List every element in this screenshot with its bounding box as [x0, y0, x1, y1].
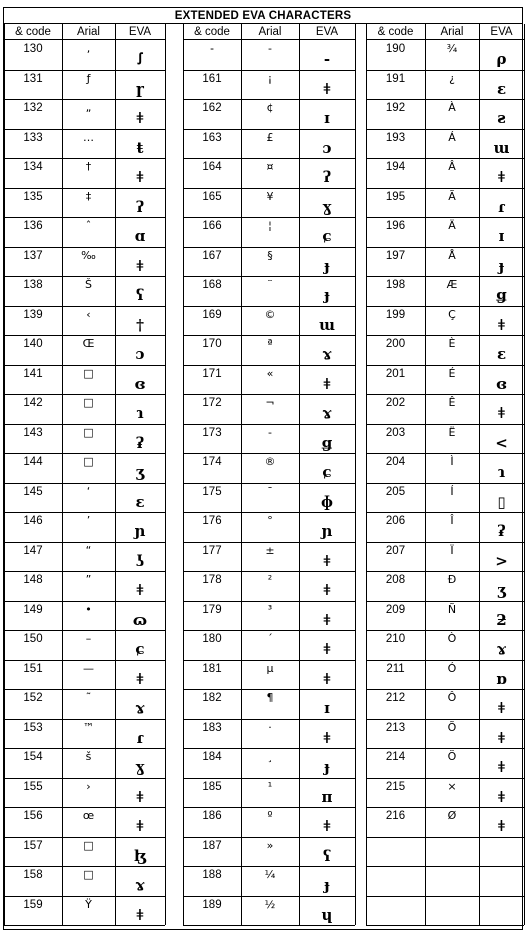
cell-eva: ʕ: [322, 846, 332, 865]
cell-eva: ρ: [496, 50, 507, 68]
cell-eva: ƨ: [497, 109, 506, 127]
cell-code: 179: [202, 603, 222, 616]
cell-code: 163: [202, 131, 222, 144]
cell-arial: „: [85, 101, 92, 114]
cell-arial: Ñ: [447, 602, 457, 616]
cell-arial: ¸: [267, 750, 273, 763]
cell-eva: ǂ: [323, 610, 331, 629]
cell-code: 164: [202, 161, 222, 173]
cell-eva: ʔ: [322, 168, 332, 186]
cell-eva: ǂ: [136, 109, 144, 127]
cell-code: 154: [23, 751, 43, 763]
cell-code: 145: [23, 485, 43, 498]
cell-code: 148: [23, 574, 43, 586]
cell-code: 197: [385, 249, 406, 262]
cell-eva: ɤ: [322, 404, 332, 422]
cell-code: 212: [385, 692, 406, 704]
cell-code: 191: [385, 72, 406, 85]
cell-arial: –: [85, 632, 92, 645]
cell-code: 170: [202, 338, 222, 350]
cell-arial: ¶: [266, 691, 274, 704]
cell-arial: Á: [448, 130, 456, 144]
cell-code: 175: [202, 485, 222, 498]
header-eva: EVA: [115, 24, 165, 40]
cell-arial: §: [267, 248, 273, 262]
cell-arial: Ä: [448, 219, 456, 232]
table-title: EXTENDED EVA CHARACTERS: [4, 8, 522, 24]
cell-code: 203: [385, 426, 406, 439]
cell-code: 135: [23, 190, 43, 203]
cell-eva: ʕ: [135, 286, 145, 304]
cell-code: 143: [23, 426, 43, 439]
cell-code: 187: [202, 839, 222, 852]
cell-eva: ɟ: [324, 758, 330, 776]
cell-eva: ɾ: [498, 197, 505, 216]
cell-code: 172: [202, 397, 222, 409]
cell-arial: ´: [267, 632, 273, 645]
cell-eva: ɕ: [322, 227, 332, 245]
cell-arial: ¿: [449, 71, 455, 85]
cell-arial: Ï: [450, 543, 454, 557]
cell-arial: ’: [86, 514, 91, 527]
cell-eva: ɟ: [324, 256, 330, 275]
cell-code: 192: [385, 102, 406, 114]
cell-arial: š: [85, 750, 92, 763]
cell-eva: ɪ: [498, 227, 505, 245]
cell-arial: Ê: [448, 396, 456, 409]
cell-arial: •: [85, 602, 92, 616]
cell-eva: ▯: [497, 492, 506, 511]
cell-code: 176: [202, 515, 222, 527]
cell-eva: ɔ: [322, 138, 332, 157]
cell-arial: □: [83, 396, 94, 409]
cell-eva: ǂ: [323, 669, 331, 688]
cell-eva: ɞ: [496, 374, 507, 393]
cell-arial: □: [83, 425, 94, 439]
cell-code: 194: [385, 161, 406, 173]
cell-eva: †: [136, 315, 144, 334]
cell-arial: ™: [83, 720, 94, 734]
cell-eva: ɷ: [132, 610, 148, 629]
cell-arial: ©: [264, 307, 276, 321]
cell-eva: ƻ: [496, 610, 507, 629]
cell-eva: ʡ: [135, 433, 145, 452]
cell-arial: ×: [447, 779, 457, 793]
header-eva: EVA: [479, 24, 524, 40]
cell-code: 177: [202, 544, 222, 557]
cell-code: 199: [385, 308, 406, 321]
cell-arial: Ò: [447, 632, 457, 645]
cell-arial: Ð: [447, 573, 457, 586]
cell-eva: ɮ: [134, 846, 146, 865]
cell-code: 136: [23, 220, 43, 232]
cell-code: 208: [385, 574, 406, 586]
cell-code: 193: [385, 131, 406, 144]
cell-eva: ǂ: [136, 581, 144, 599]
cell-code: 159: [23, 898, 43, 911]
cell-arial: ¯: [267, 484, 273, 498]
eva-character-table: [3, 7, 523, 930]
cell-eva: ɣ: [135, 758, 145, 776]
cell-code: -: [210, 43, 214, 55]
cell-eva: ʖ: [135, 551, 145, 570]
cell-code: 189: [202, 898, 222, 911]
cell-arial: ¦: [268, 219, 272, 232]
cell-eva: ŧ: [136, 138, 144, 157]
cell-arial: Ì: [450, 455, 454, 468]
cell-arial: À: [448, 101, 456, 114]
cell-eva: ɣ: [322, 197, 332, 216]
cell-eva: ǂ: [498, 404, 505, 422]
cell-arial: Œ: [82, 337, 95, 350]
cell-code: 195: [385, 190, 406, 203]
cell-arial: Ø: [447, 809, 457, 822]
cell-eva: ɪ: [324, 109, 330, 127]
cell-code: 133: [23, 131, 43, 144]
cell-code: 185: [202, 780, 222, 793]
cell-code: 196: [385, 220, 406, 232]
cell-arial: œ: [82, 809, 95, 822]
cell-code: 202: [385, 397, 406, 409]
cell-eva: ǂ: [136, 669, 144, 688]
cell-arial: ¤: [266, 160, 274, 173]
cell-arial: ‹: [86, 307, 91, 321]
cell-code: 157: [23, 839, 43, 852]
cell-code: 146: [23, 515, 43, 527]
cell-arial: -: [268, 425, 272, 439]
cell-arial: Ö: [447, 750, 457, 763]
cell-arial: -: [268, 42, 272, 55]
cell-eva: ɑ: [134, 227, 146, 245]
cell-arial: ¢: [266, 101, 274, 114]
cell-code: 182: [202, 692, 222, 704]
cell-eva: ꭍ: [137, 50, 143, 68]
cell-arial: ¾: [446, 42, 458, 55]
cell-code: 156: [23, 810, 43, 822]
column-rule: [115, 24, 116, 925]
cell-eva: ɟ: [498, 256, 505, 275]
column-rule: [425, 24, 426, 925]
cell-code: 151: [23, 662, 43, 675]
cell-arial: ƒ: [86, 71, 91, 85]
header-arial: Arial: [425, 24, 479, 40]
cell-code: 181: [202, 662, 222, 675]
cell-code: 211: [386, 662, 405, 675]
cell-eva: ɾ: [136, 728, 144, 747]
cell-code: 162: [202, 102, 222, 114]
cell-eva: ɲ: [134, 522, 146, 540]
cell-code: 213: [385, 721, 406, 734]
cell-eva: ɤ: [322, 345, 332, 363]
cell-arial: ²: [267, 573, 273, 586]
cell-code: 216: [385, 810, 406, 822]
cell-arial: £: [266, 130, 274, 144]
cell-code: 180: [202, 633, 222, 645]
cell-arial: º: [267, 809, 273, 822]
cell-eva: ǂ: [498, 817, 505, 835]
cell-code: 209: [385, 603, 406, 616]
cell-eva: ɕ: [135, 640, 145, 658]
cell-code: 152: [23, 692, 43, 704]
row-rule: [366, 925, 524, 926]
cell-code: 150: [23, 633, 43, 645]
cell-arial: Å: [448, 248, 456, 262]
cell-code: 215: [385, 780, 406, 793]
cell-eva: ǂ: [498, 315, 505, 334]
cell-code: 167: [202, 249, 222, 262]
cell-code: 147: [23, 544, 43, 557]
cell-code: 155: [23, 780, 43, 793]
cell-arial: ¹: [267, 779, 273, 793]
cell-eva: ǂ: [498, 728, 505, 747]
cell-code: 210: [385, 633, 406, 645]
cell-eva: ǂ: [136, 817, 144, 835]
cell-arial: µ: [266, 661, 274, 675]
cell-code: 186: [202, 810, 222, 822]
cell-arial: Æ: [446, 278, 458, 291]
cell-eva: ɞ: [134, 374, 146, 393]
cell-arial: ›: [86, 779, 91, 793]
cell-arial: ˜: [85, 691, 92, 704]
cell-eva: ʒ: [135, 463, 145, 481]
cell-eva: ǂ: [323, 581, 331, 599]
cell-arial: Ë: [448, 425, 456, 439]
cell-eva: ǂ: [136, 256, 144, 275]
cell-arial: ¨: [267, 278, 273, 291]
cell-eva: ǂ: [323, 640, 331, 658]
cell-eva: ʡ: [497, 522, 506, 540]
cell-arial: ³: [267, 602, 273, 616]
cell-arial: ½: [264, 897, 276, 911]
cell-eva: ɔ: [135, 345, 145, 363]
cell-eva: ɿ: [497, 463, 506, 481]
cell-code: 207: [385, 544, 406, 557]
cell-arial: Ã: [448, 189, 456, 203]
column-rule: [183, 24, 184, 925]
cell-code: 138: [23, 279, 43, 291]
cell-arial: ª: [267, 337, 273, 350]
cell-arial: ‡: [85, 189, 92, 203]
cell-eva: ʒ: [497, 581, 506, 599]
column-rule: [479, 24, 480, 925]
cell-code: 161: [202, 72, 222, 85]
header-code: & code: [183, 24, 241, 40]
cell-arial: »: [266, 838, 274, 852]
cell-code: 178: [202, 574, 222, 586]
cell-eva: ɸ: [321, 492, 333, 511]
cell-arial: □: [83, 838, 94, 852]
cell-eva: ǥ: [496, 286, 507, 304]
cell-eva: ɤ: [135, 876, 145, 894]
header-code: & code: [4, 24, 62, 40]
cell-eva: ɟ: [324, 286, 330, 304]
cell-code: 171: [202, 367, 222, 380]
cell-arial: Õ: [447, 720, 457, 734]
cell-arial: ¡: [267, 71, 273, 85]
cell-code: 168: [202, 279, 222, 291]
header-arial: Arial: [241, 24, 299, 40]
cell-eva: ʔ: [135, 197, 145, 216]
cell-code: 153: [23, 721, 43, 734]
cell-arial: —: [83, 661, 94, 675]
cell-eva: ɤ: [496, 640, 507, 658]
cell-arial: ±: [265, 543, 275, 557]
cell-eva: ɛ: [496, 79, 507, 98]
cell-eva: <: [495, 433, 508, 452]
cell-eva: ɼ: [136, 79, 144, 98]
cell-code: 206: [385, 515, 406, 527]
cell-eva: ɛ: [135, 492, 145, 511]
cell-code: 149: [23, 603, 43, 616]
cell-eva: ɯ: [493, 138, 510, 157]
row-rule: [183, 925, 355, 926]
cell-code: [366, 867, 425, 883]
column-rule: [165, 24, 166, 925]
row-rule: [4, 925, 165, 926]
cell-code: 214: [385, 751, 406, 763]
cell-arial: °: [267, 514, 273, 527]
cell-eva: ǂ: [498, 699, 505, 717]
cell-eva: ǂ: [136, 168, 144, 186]
cell-code: 131: [23, 72, 43, 85]
cell-arial: Š: [85, 278, 92, 291]
cell-eva: [479, 876, 524, 896]
cell-eva: ǂ: [323, 728, 331, 747]
cell-eva: ɕ: [322, 463, 332, 481]
column-rule: [299, 24, 300, 925]
cell-eva: ɟ: [324, 876, 330, 894]
cell-eva: ǂ: [136, 905, 144, 924]
cell-code: 169: [202, 308, 222, 321]
cell-code: 174: [202, 456, 222, 468]
cell-arial: «: [266, 366, 274, 380]
cell-code: 144: [23, 456, 43, 468]
cell-arial: Ÿ: [85, 897, 92, 911]
column-rule: [62, 24, 63, 925]
cell-eva: -: [323, 50, 331, 68]
cell-arial: Í: [450, 484, 454, 498]
cell-eva: π: [321, 787, 333, 806]
cell-eva: ɥ: [321, 905, 333, 924]
cell-arial: É: [448, 366, 456, 380]
cell-arial: ¬: [265, 396, 275, 409]
cell-eva: ɯ: [319, 315, 335, 334]
cell-code: [366, 897, 425, 913]
cell-arial: ¼: [264, 868, 276, 881]
cell-eva: [479, 906, 524, 926]
cell-code: 183: [202, 721, 222, 734]
column-rule: [355, 24, 356, 925]
cell-arial: ¥: [266, 189, 274, 203]
cell-arial: Ó: [447, 661, 457, 675]
cell-arial: Ç: [448, 307, 456, 321]
cell-eva: ǥ: [321, 433, 333, 452]
cell-code: 198: [385, 279, 406, 291]
cell-eva: >: [495, 551, 508, 570]
cell-eva: ɿ: [136, 404, 144, 422]
cell-eva: ǂ: [498, 758, 505, 776]
cell-arial: ‰: [81, 248, 96, 262]
cell-arial: ˆ: [85, 219, 92, 232]
cell-arial: [425, 867, 479, 883]
cell-arial: È: [448, 337, 456, 350]
cell-eva: ɛ: [496, 345, 507, 363]
header-arial: Arial: [62, 24, 115, 40]
cell-code: 140: [23, 338, 43, 350]
column-rule: [4, 24, 5, 925]
header-eva: EVA: [299, 24, 355, 40]
cell-arial: ‘: [86, 484, 91, 498]
column-rule: [241, 24, 242, 925]
cell-arial: ®: [264, 455, 276, 468]
cell-arial: □: [83, 868, 94, 881]
cell-code: 205: [385, 485, 406, 498]
cell-code: 142: [23, 397, 43, 409]
cell-code: 134: [23, 161, 43, 173]
cell-code: 139: [23, 308, 43, 321]
cell-eva: ǂ: [323, 79, 331, 98]
cell-arial: ”: [85, 573, 92, 586]
header-code: & code: [366, 24, 425, 40]
cell-code: 200: [385, 338, 406, 350]
cell-eva: ǂ: [136, 787, 144, 806]
cell-eva: ɲ: [321, 522, 333, 540]
cell-eva: ǂ: [323, 551, 331, 570]
cell-arial: □: [83, 366, 94, 380]
cell-arial: †: [85, 160, 92, 173]
cell-arial: Â: [448, 160, 456, 173]
cell-code: 204: [385, 456, 406, 468]
cell-code: 201: [385, 367, 406, 380]
cell-eva: ǂ: [498, 168, 505, 186]
cell-code: 158: [23, 869, 43, 881]
cell-eva: ǂ: [323, 374, 331, 393]
cell-arial: [425, 897, 479, 913]
cell-code: 132: [23, 102, 43, 114]
cell-code: [366, 838, 425, 854]
cell-arial: [425, 838, 479, 854]
cell-eva: ɤ: [135, 699, 145, 717]
cell-arial: Ô: [447, 691, 457, 704]
cell-code: 188: [202, 869, 222, 881]
cell-arial: …: [83, 130, 94, 144]
cell-eva: ǂ: [323, 817, 331, 835]
cell-arial: ,: [86, 42, 91, 55]
cell-arial: ·: [268, 720, 272, 734]
column-rule: [366, 24, 367, 925]
cell-eva: ɒ: [496, 669, 507, 688]
cell-arial: □: [83, 455, 94, 468]
cell-eva: [479, 847, 524, 867]
cell-code: 137: [23, 249, 43, 262]
cell-code: 166: [202, 220, 222, 232]
cell-code: 173: [202, 426, 222, 439]
cell-code: 130: [23, 43, 43, 55]
cell-arial: “: [85, 543, 92, 557]
column-rule: [524, 24, 525, 925]
cell-code: 165: [202, 190, 222, 203]
cell-code: 184: [202, 751, 222, 763]
cell-arial: Î: [450, 514, 454, 527]
cell-eva: ǂ: [498, 787, 505, 806]
cell-code: 141: [23, 367, 43, 380]
cell-eva: ɪ: [324, 699, 330, 717]
cell-code: 190: [385, 43, 406, 55]
